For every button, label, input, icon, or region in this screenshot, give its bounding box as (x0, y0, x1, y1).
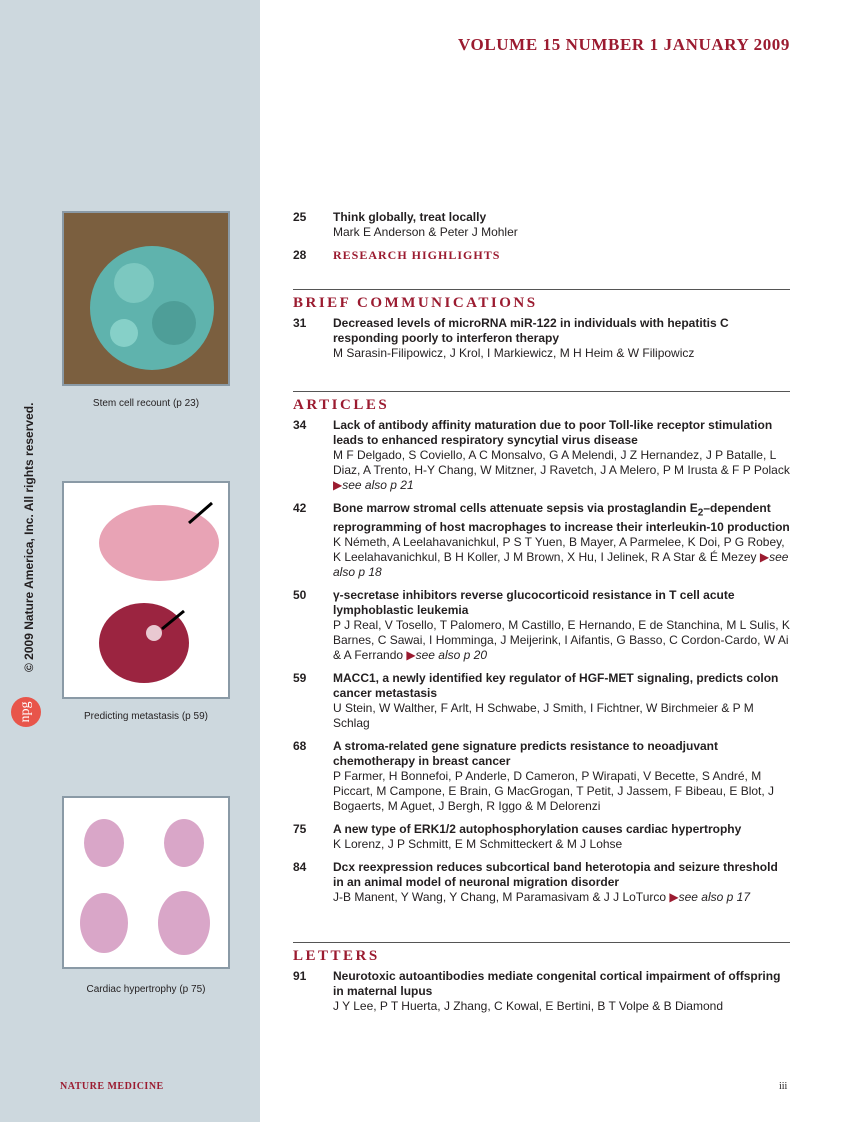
journal-name: NATURE MEDICINE (60, 1081, 164, 1092)
npg-logo: npg (11, 697, 41, 727)
toc-entry[interactable] (293, 210, 790, 240)
section-heading: ARTICLES (293, 391, 790, 414)
copyright-notice: © 2009 Nature America, Inc. All rights reserved. (22, 402, 36, 672)
toc-entry[interactable] (293, 860, 790, 905)
figure-caption: Cardiac hypertrophy (p 75) (86, 984, 206, 995)
page-number: 75 (293, 822, 307, 837)
entry-authors: P J Real, V Tosello, T Palomero, M Castillo, E Hernando, E de Stanchina, M L Sulis, K Barnes, C Sawai, I Homminga, J Meijerink, I Aifantis, G Basso, C Cordon-Cardo, W Ai & A Ferrando (333, 618, 790, 663)
entry-authors: J-B Manent, Y Wang, Y Chang, M Paramasivam & J J LoTurco (333, 890, 667, 905)
page-number: 25 (293, 210, 307, 224)
page-number: 84 (293, 860, 307, 875)
entry-authors: P Farmer, H Bonnefoi, P Anderle, D Cameron, P Wirapati, V Becette, S André, M Piccart, M Campone, E Brain, G MacGrogan, T Petit, J Jassem, F Bibeau, E Blot, J Bogaerts, M Aguet, J Bergh, R Iggo & M Delorenzi (333, 769, 775, 814)
page-number: 28 (293, 248, 307, 262)
brief-communications-section (293, 289, 790, 369)
toc-entry[interactable] (293, 316, 790, 361)
heart-sections-image (62, 796, 230, 969)
entry-authors: K Németh, A Leelahavanichkul, P S T Yuen, B Mayer, A Parmelee, K Doi, P G Robey, K Leelahavanichkul, B H Koller, J M Brown, X Hu, I Jelinek, R A Star & É Mezey (333, 535, 785, 565)
toc-entry[interactable] (293, 739, 790, 814)
toc-entry[interactable] (293, 248, 790, 263)
entry-title: Lack of antibody affinity maturation due to poor Toll-like receptor stimulation leads to enhanced respiratory syncytial virus disease (333, 418, 773, 447)
page-number: 91 (293, 969, 307, 983)
entry-title: MACC1, a newly identified key regulator of HGF-MET signaling, predicts colon cancer metastasis (333, 671, 779, 701)
entry-title: Bone marrow stromal cells attenuate sepsis via prostaglandin $E_2$–dependent reprogramming of host macrophages to increase their interleukin-10 production (333, 501, 790, 535)
entry-authors: K Lorenz, J P Schmitt, E M Schmitteckert & M J Lohse (333, 837, 623, 852)
entry-authors: M Sarasin-Filipowicz, J Krol, I Markiewicz, M H Heim & W Filipowicz (333, 346, 695, 360)
heart-sections-illustration (64, 798, 230, 969)
see-also-link[interactable]: ▶see also p 20 (406, 648, 488, 663)
toc-entry[interactable] (293, 418, 790, 493)
figure-caption: Predicting metastasis (p 59) (84, 711, 208, 722)
page-number: 42 (293, 501, 307, 515)
entry-authors: U Stein, W Walther, F Arlt, H Schwabe, J Smith, I Fichtner, W Birchmeier & P M Schlag (333, 701, 754, 731)
stem-cell-image (62, 211, 230, 386)
see-also-link[interactable]: ▶see also p 17 (669, 890, 751, 905)
entry-title: γ-secretase inhibitors reverse glucocorticoid resistance in T cell acute lymphoblastic leukemia (333, 588, 735, 618)
top-section (293, 210, 790, 271)
page-number: 59 (293, 671, 307, 686)
page-number: 50 (293, 588, 307, 603)
entry-title: Think globally, treat locally (333, 210, 487, 224)
section-heading: LETTERS (293, 942, 790, 965)
toc-entry[interactable] (293, 822, 790, 852)
entry-title: A new type of ERK1/2 autophosphorylation causes cardiac hypertrophy (333, 822, 742, 837)
metastasis-illustration (64, 483, 230, 699)
entry-authors: J Y Lee, P T Huerta, J Zhang, C Kowal, E Bertini, B T Volpe & B Diamond (333, 999, 723, 1013)
entry-authors: M F Delgado, S Coviello, A C Monsalvo, G A Melendi, J Z Hernandez, J P Batalle, L Diaz, A Trento, H-Y Chang, W Mitzner, J Ravetch, J A Melero, P M Irusta & F P Polack (333, 448, 790, 477)
page-number: 68 (293, 739, 307, 754)
figure-caption: Stem cell recount (p 23) (92, 398, 200, 409)
entry-title: RESEARCH HIGHLIGHTS (333, 248, 501, 262)
toc-entry[interactable] (293, 969, 790, 1014)
toc-entry[interactable] (293, 501, 790, 580)
entry-title: Decreased levels of microRNA miR-122 in individuals with hepatitis C responding poorly to interferon therapy (333, 316, 729, 345)
articles-section (293, 391, 790, 913)
toc-entry[interactable] (293, 671, 790, 731)
letters-section (293, 942, 790, 1022)
entry-title: Neurotoxic autoantibodies mediate congenital cortical impairment of offspring in maternal lupus (333, 969, 781, 998)
see-also-link[interactable]: ▶see also p 21 (333, 478, 414, 492)
see-also-link[interactable]: ▶see also p 18 (333, 550, 789, 580)
issue-header: VOLUME 15 NUMBER 1 JANUARY 2009 (458, 35, 790, 54)
entry-authors: Mark E Anderson & Peter J Mohler (333, 225, 518, 239)
stem-cell-illustration (64, 213, 230, 386)
page-number: 31 (293, 316, 307, 330)
entry-title: A stroma-related gene signature predicts resistance to neoadjuvant chemotherapy in breast cancer (333, 739, 718, 769)
toc-entry[interactable] (293, 588, 790, 663)
page-number-footer: iii (779, 1081, 788, 1092)
section-heading: BRIEF COMMUNICATIONS (293, 289, 790, 312)
page-number: 34 (293, 418, 307, 432)
entry-title: Dcx reexpression reduces subcortical band heterotopia and seizure threshold in an animal model of neuronal migration disorder (333, 860, 778, 890)
metastasis-image (62, 481, 230, 699)
sidebar (0, 0, 260, 1122)
